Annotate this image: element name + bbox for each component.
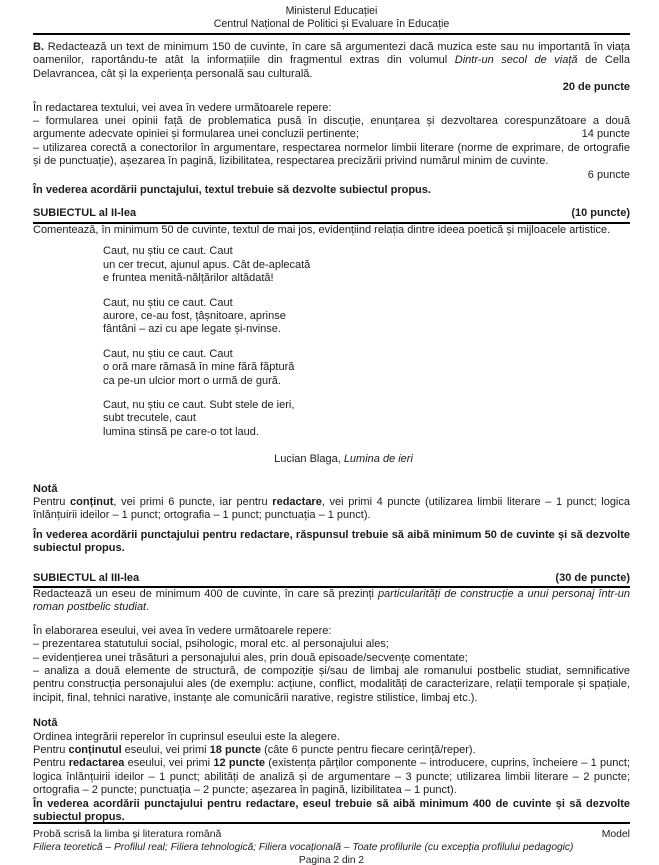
note-bold: 12 puncte [213,757,265,770]
note-bold: conținutul [68,744,122,757]
subject-3-note-line-1: Ordinea integrării reperelor în cuprinsul eseului este la alegere. [33,730,340,743]
subject-2-header [33,207,630,223]
poem-line: lumina stinsă pe care-o tot laud. [103,425,259,438]
subject-2-task: Comentează, în minimum 50 de cuvinte, textul de mai jos, evidențiind relația dintre ideea poetică și mijloacele artistice. [33,223,611,236]
task-italic: particularități de construcție a unui personaj într-un roman postbelic studiat [33,588,630,614]
subject-3-guideline-3: – analiza a două elemente de structură, de compoziție și/sau de limbaj ale romanului postbelic studiat, semnificative pentru construcția personajului ales (de exemplu: acțiune, conflict, modalități de caracterizare, relații temporale și spațiale, incipit, final, tehnici narative, instanțe ale comunicării narative, registre stilistice, limbaj etc.). [33,665,630,704]
poem [103,245,630,439]
part-b-volume-title: Dintr-un secol de viață [454,54,578,67]
part-b-text-1: Redactează un text de minimum 150 de cuvinte, în care să argumentezi dacă muzica este sau nu importantă în viața oamenilor, raportându-te atât la informațiile din fragmentul extras din volumul [33,41,630,67]
poem-author: Lucian Blaga, [274,453,344,466]
part-b-guidelines-intro: În redactarea textului, vei avea în vedere următoarele repere: [33,101,332,114]
subject-3-guidelines-intro: În elaborarea eseului, vei avea în vedere următoarele repere: [33,624,332,637]
poem-line: Caut, nu știu ce caut. Subt stele de ieri, [103,398,295,411]
document-header [33,3,630,35]
subject-3-task [33,588,630,615]
note-text: Pentru [33,744,69,757]
note-text: eseului, vei primi [124,757,214,770]
note-text: Pentru [33,757,69,770]
poem-line: ca pe-un ulcior mort o urmă de gură. [103,374,281,387]
footer-exam-name: Probă scrisă la limba și literatura română [33,829,222,840]
subject-3-note-line-2 [33,744,630,757]
task-text: . [146,601,150,614]
subject-3-guideline-1: – prezentarea statutului social, psihologic, moral etc. al personajului ales; [33,638,389,651]
poem-stanza-2 [103,297,630,337]
note-text: (câte 6 puncte pentru fiecare cerință/reper). [261,744,476,757]
guideline-1-text: – formularea unei opinii față de problematica pusă în discuție, enunțarea și dezvoltarea corespunzătoare a două argumente adecvate opiniei și formularea unei concluzii pertinente; [33,115,630,141]
page-footer [33,822,630,865]
note-text: Pentru [33,495,71,508]
center-line: Centrul Național de Politici și Evaluare în Educație [213,17,450,30]
part-b-guideline-2: – utilizarea corectă a conectorilor în argumentare, respectarea normelor limbii literare (norme de exprimare, de ortografie și de punctuație), așezarea în pagină, lizibilitatea, respectarea precizării privind numărul minim de cuvinte. [33,141,630,168]
ministry-line: Ministerul Educației [285,5,378,17]
guideline-1-points: 14 puncte [581,128,630,141]
poem-work-title: Lumina de ieri [343,453,413,466]
part-b-task [33,41,630,81]
part-b-guideline-1 [33,115,630,142]
poem-line: Caut, nu știu ce caut. Caut [103,347,233,360]
subject-2-note [33,496,630,523]
footer-filiera: Filiera teoretică – Profilul real; Filiera tehnologică; Filiera vocațională – Toate profilurile (cu excepția profilului pedagogic) [33,842,574,853]
poem-line: aurore, ce-au fost, țâșnitoare, aprinse [103,309,286,322]
subject-2-note-label: Notă [33,482,58,495]
poem-line: fântâni – azi cu ape legate și-nvinse. [103,323,281,336]
note-bold: conținut [70,495,114,508]
subject-2-requirement: În vederea acordării punctajului pentru redactare, răspunsul trebuie să aibă minimum 50 de cuvinte și să dezvolte subiectul propus. [33,528,630,555]
note-bold: 18 puncte [209,744,262,757]
note-bold: redactare [272,495,322,508]
poem-attribution [33,453,630,466]
footer-row [33,828,630,841]
poem-stanza-1 [103,245,630,285]
subject-2-points: (10 puncte) [571,207,630,220]
subject-3-header [33,572,630,588]
note-text: , vei primi 4 puncte (utilizarea limbii literare – 1 punct; logica înlănțuirii ideilor – 1 punct; ortografia – 1 punct; punctuația – 1 punct). [33,495,630,522]
poem-stanza-4 [103,399,630,439]
subject-3-requirement: În vederea acordării punctajului pentru redactare, eseul trebuie să aibă minimum 400 de cuvinte și să dezvolte subiectul propus. [33,797,630,824]
note-text: eseului, vei primi [121,744,210,757]
poem-line: un cer trecut, ajunul apus. Cât de-aplecată [103,258,311,271]
footer-model-label: Model [601,829,630,840]
poem-line: Caut, nu știu ce caut. Caut [103,245,233,258]
poem-stanza-3 [103,348,630,388]
subject-3-title: SUBIECTUL al III-lea [33,571,140,584]
note-text: (existența părților componente – introducere, cuprins, încheiere – 1 punct; logica înlănțuirii ideilor – 1 punct; abilități de analiză și de argumentare – 3 puncte; utilizarea limbii literare – 2 puncte; ortografia – 2 puncte; punctuația – 2 puncte; așezarea în pagină, lizibilitatea – 1 punct). [33,757,630,797]
poem-line: Caut, nu știu ce caut. Caut [103,296,233,309]
part-b-label: B. [33,41,44,53]
subject-3-points: (30 de puncte) [555,571,630,584]
subject-2-title: SUBIECTUL al II-lea [33,207,137,220]
note-bold: redactarea [68,757,125,770]
poem-line: o oră mare rămasă în mine fără făptură [103,361,295,374]
subject-3-guideline-2: – evidențierea unei trăsături a personajului ales, prin două episoade/secvențe comentate; [33,651,468,664]
subject-3-note-line-3 [33,757,630,797]
part-b-text-2: de Cella Delavrancea, cât și la experiența personală sau culturală. [33,54,630,80]
footer-page-number: Pagina 2 din 2 [298,855,365,865]
part-b-points: 20 de puncte [562,81,630,94]
guideline-2-points: 6 puncte [587,168,630,181]
subject-3-note-label: Notă [33,717,58,730]
part-b-requirement: În vederea acordării punctajului, textul trebuie să dezvolte subiectul propus. [33,184,431,197]
poem-line: e fruntea menită-nălțărilor altădată! [103,272,274,285]
note-text: , vei primi 6 puncte, iar pentru [113,495,273,508]
task-text: Redactează un eseu de minimum 400 de cuvinte, în care să prezinți [33,588,378,600]
poem-line: subt trecutele, caut [103,412,196,425]
